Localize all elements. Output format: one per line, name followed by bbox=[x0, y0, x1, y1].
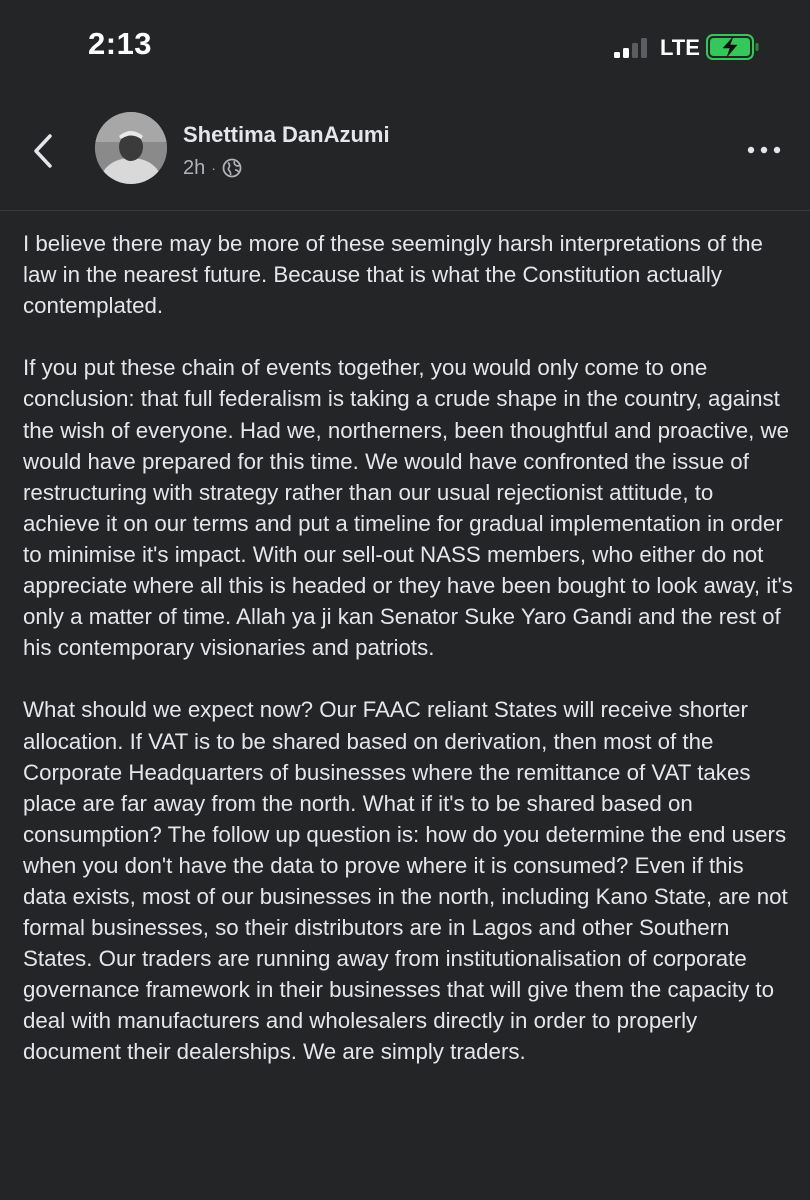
separator-dot: · bbox=[211, 160, 216, 176]
post-paragraph: What should we expect now? Our FAAC reliant States will receive shorter allocation. If VAT is to be shared based on derivation, then most of the Corporate Headquarters of businesses where the remittance of VAT takes place are far away from the north. What if it's to be shared based on consumption? The follow up question is: how do you determine the end users when you don't have the data to prove where it is consumed? Even if this data exists, most of our businesses in the north, including Kano State, are not formal businesses, so their distributors are in Lagos and other Southern States. Our traders are running away from institutionalisation of corporate governance framework in their businesses that will give them the capacity to deal with manufacturers and wholesalers directly in order to properly document their dealerships. We are simply traders. bbox=[23, 697, 788, 1065]
cellular-signal-icon bbox=[614, 38, 654, 58]
author-name[interactable]: Shettima DanAzumi bbox=[183, 122, 390, 147]
post-timestamp[interactable]: 2h bbox=[183, 156, 206, 179]
globe-icon bbox=[222, 158, 242, 178]
status-bar bbox=[0, 0, 810, 95]
header-divider bbox=[0, 210, 810, 211]
network-type: LTE bbox=[660, 35, 700, 60]
more-horizontal-icon[interactable] bbox=[744, 135, 784, 165]
post-body bbox=[23, 228, 793, 1099]
chevron-left-icon[interactable] bbox=[26, 131, 62, 171]
status-time: 2:13 bbox=[88, 26, 153, 61]
post-meta bbox=[183, 155, 242, 181]
battery-charging-icon bbox=[706, 34, 760, 60]
post-paragraph: If you put these chain of events together, you would only come to one conclusion: that full federalism is taking a crude shape in the country, against the wish of everyone. Had we, northerners, been thoughtful and proactive, we would have prepared for this time. We would have confronted the issue of restructuring with strategy rather than our usual rejectionist attitude, to achieve it on our terms and put a timeline for gradual implementation in order to minimise it's impact. With our sell-out NASS members, who either do not appreciate where all this is headed or they have been bought to look away, it's only a matter of time. Allah ya ji kan Senator Suke Yaro Gandi and the rest of his contemporary visionaries and patriots. bbox=[23, 355, 793, 661]
avatar[interactable] bbox=[95, 112, 167, 184]
post-header bbox=[0, 95, 810, 210]
post-paragraph: I believe there may be more of these seemingly harsh interpretations of the law in the nearest future. Because that is what the Constitution actually contemplated. bbox=[23, 231, 763, 319]
